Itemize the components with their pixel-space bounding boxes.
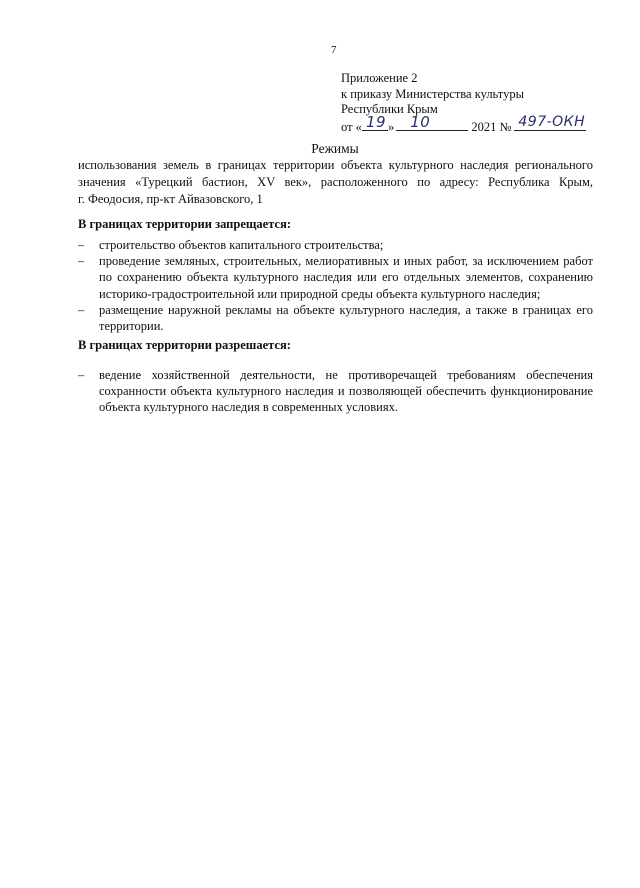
forbidden-item	[78, 302, 593, 334]
page-number: 7	[331, 44, 337, 56]
item-line: проведение земляных, строительных, мелиоративных и иных работ, за исключением работ	[99, 254, 593, 269]
dash-bullet: –	[78, 368, 85, 382]
intro-line: использования земель в границах территории объекта культурного наследия регионального	[78, 158, 593, 172]
forbidden-list	[78, 237, 593, 334]
order-prefix: от «	[341, 119, 362, 134]
order-number-blank	[514, 114, 586, 131]
appendix-order-ref: к приказу Министерства культуры	[341, 86, 524, 101]
intro-line: значения «Турецкий бастион, XV век», расположенного по адресу: Республика Крым,	[78, 175, 593, 189]
intro-paragraph	[78, 157, 593, 208]
appendix-republic: Республики Крым	[341, 102, 438, 116]
order-year: 2021 №	[471, 119, 512, 134]
item-line: историко-градостроительной или природной среды объекта культурного наследия;	[99, 286, 541, 301]
order-number-handwritten: 497-ОКН	[518, 114, 586, 130]
appendix-header	[341, 71, 586, 135]
forbidden-item	[78, 237, 593, 253]
allowed-list	[78, 367, 593, 416]
item-line: сохранности объекта культурного наследия и позволяющей обеспечить функционирование	[99, 384, 593, 399]
order-date-line	[341, 113, 586, 136]
intro-line: г. Феодосия, пр-кт Айвазовского, 1	[78, 192, 263, 206]
order-day-close: »	[387, 119, 395, 134]
forbidden-heading: В границах территории запрещается:	[78, 217, 292, 231]
dash-bullet: –	[78, 254, 85, 269]
item-line: территории.	[99, 319, 164, 334]
dash-bullet: –	[78, 238, 85, 252]
item-line: ведение хозяйственной деятельности, не противоречащей требованиям обеспечения	[99, 368, 593, 382]
order-month-handwritten: 10	[410, 113, 431, 131]
appendix-title: Приложение 2	[341, 71, 418, 85]
allowed-heading: В границах территории разрешается:	[78, 338, 291, 352]
item-line: строительство объектов капитального строительства;	[99, 238, 384, 252]
forbidden-item	[78, 253, 593, 302]
item-line: по сохранению объекта культурного наследия или его отдельных элементов, сохранению	[99, 270, 593, 285]
order-day-handwritten: 19	[365, 113, 387, 131]
order-month-blank	[396, 113, 468, 131]
dash-bullet: –	[78, 302, 85, 317]
item-line: размещение наружной рекламы на объекте культурного наследия, а также в границах его	[99, 302, 593, 317]
allowed-item	[78, 367, 593, 416]
document-title: Режимы	[311, 141, 359, 156]
item-line: объекта культурного наследия в современных условиях.	[99, 400, 398, 415]
order-day-blank	[362, 113, 388, 131]
